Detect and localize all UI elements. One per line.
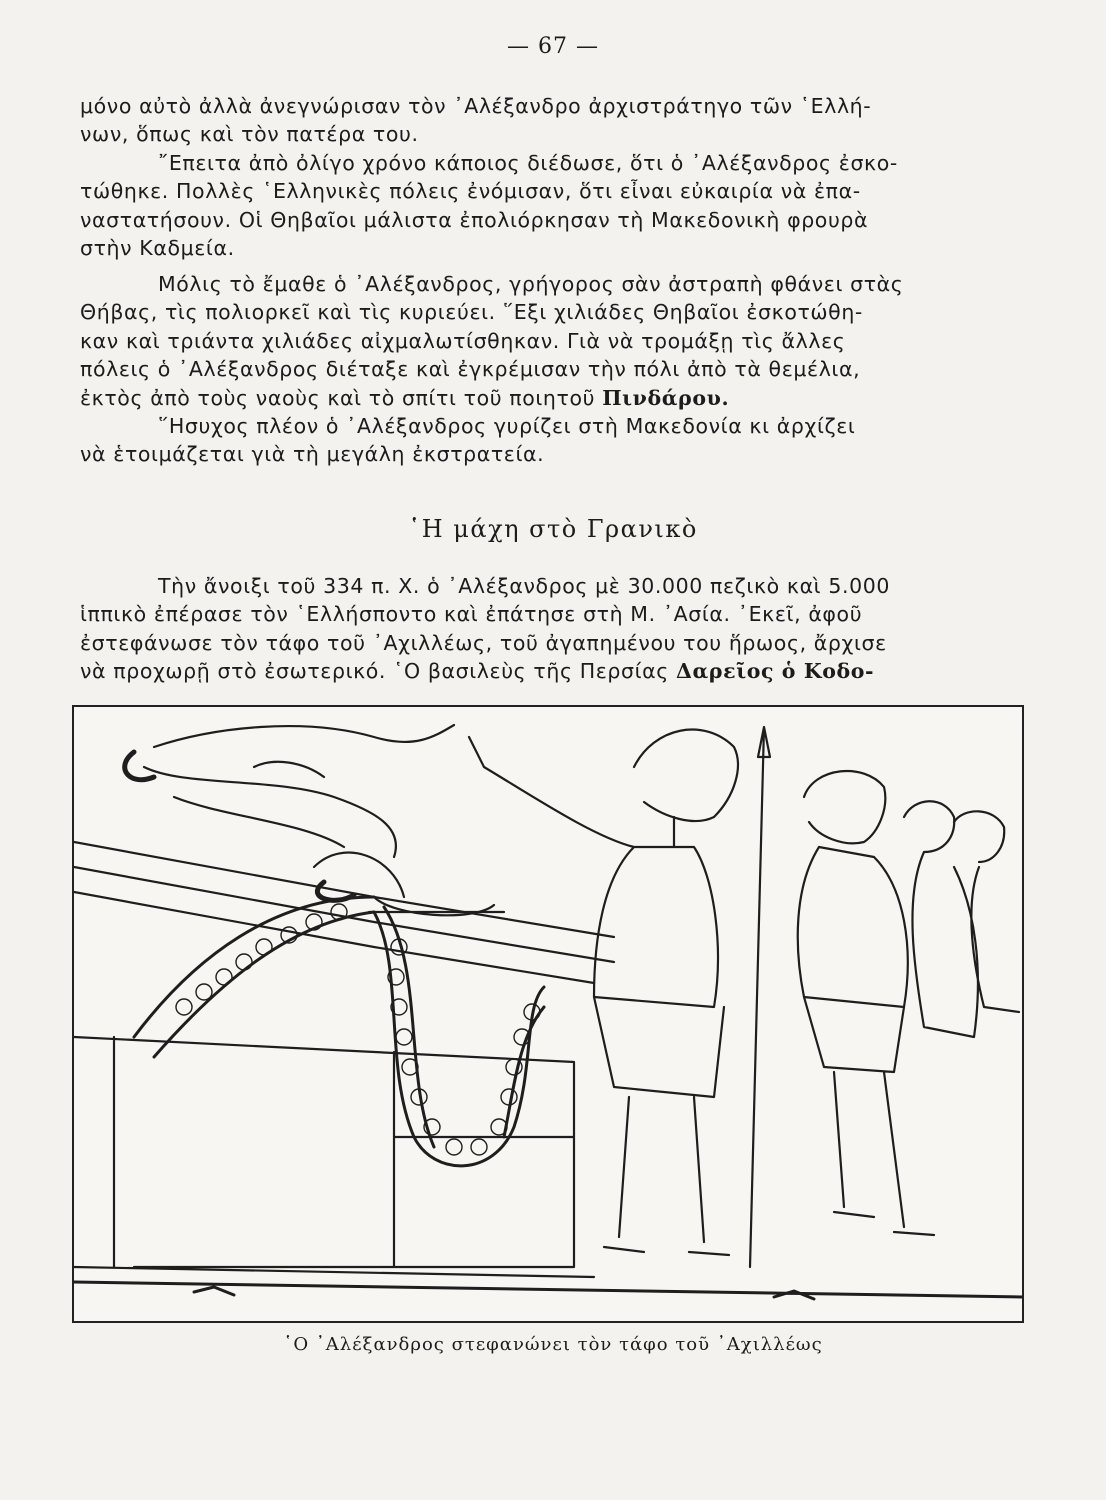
text-line: ἐστεφάνωσε τὸν τάφο τοῦ ᾿Αχιλλέως, τοῦ ἀγαπημένου του ἥρωος, ἄρχισε [80, 630, 887, 655]
altar-top [74, 842, 614, 983]
text-line: στὴν Καδμεία. [80, 236, 235, 261]
text-line: νων, ὅπως καὶ τὸν πατέρα του. [80, 122, 419, 147]
text-line: ναστατήσουν. Οἱ Θηβαῖοι μάλιστα ἐπολιόρκησαν τὴ Μακεδονικὴ φρουρὰ [80, 207, 869, 232]
text-line: Μόλις τὸ ἔμαθε ὁ ᾿Αλέξανδρος, γρήγορος σὰν ἀστραπὴ φθάνει στὰς [158, 272, 904, 296]
text-line: ῎Επειτα ἀπὸ ὀλίγο χρόνο κάποιος διέδωσε, ὅτι ὁ ᾿Αλέξανδρος ἐσκο- [158, 150, 898, 175]
illustration [72, 705, 1024, 1323]
text-fragment: νὰ προχωρῇ στὸ ἐσωτερικό. ῾Ο βασιλεὺς τῆς Περσίας [80, 659, 669, 684]
text-fragment: ἐκτὸς ἀπὸ τοὺς ναοὺς καὶ τὸ σπίτι τοῦ ποιητοῦ [80, 385, 596, 410]
spear [750, 727, 770, 1267]
text-line [80, 657, 1020, 685]
alexander-figure [469, 730, 738, 1255]
text-line: νὰ ἑτοιμάζεται γιὰ τὴ μεγάλη ἐκστρατεία. [80, 442, 545, 467]
paragraph-block-middle [80, 270, 1020, 469]
illustration-drawing [74, 707, 1022, 1321]
paragraph-block-granicus [80, 572, 1020, 686]
soldier-figure [798, 771, 934, 1235]
text-line: καν καὶ τριάντα χιλιάδες αἰχμαλωτίσθηκαν. Γιὰ νὰ τρομάξῃ τὶς ἄλλες [80, 328, 846, 353]
garland [134, 897, 544, 1166]
text-line: ῞Ησυχος πλέον ὁ ᾿Αλέξανδρος γυρίζει στὴ Μακεδονία κι ἀρχίζει [158, 414, 856, 439]
illustration-caption: ῾Ο ᾿Αλέξανδρος στεφανώνει τὸν τάφο τοῦ ᾿Αχιλλέως [283, 1334, 823, 1355]
pindar-name: Πινδάρου. [602, 385, 730, 410]
section-title: ῾Η μάχη στὸ Γρανικὸ [408, 515, 698, 543]
text-line: Θήβας, τὶς πολιορκεῖ καὶ τὶς κυριεύει. ῞Εξι χιλιάδες Θηβαῖοι ἐσκοτώθη- [80, 300, 863, 325]
page-number: — 67 — [507, 34, 599, 59]
paragraph-block-top [80, 92, 1020, 262]
smoke-plume [144, 725, 454, 897]
soldier-figure-back [904, 801, 1019, 1037]
text-line: Τὴν ἄνοιξι τοῦ 334 π. Χ. ὁ ᾿Αλέξανδρος μὲ 30.000 πεζικὸ καὶ 5.000 [158, 574, 891, 598]
text-line [80, 384, 1020, 412]
text-line: τώθηκε. Πολλὲς ῾Ελληνικὲς πόλεις ἐνόμισαν, ὅτι εἶναι εὐκαιρία νὰ ἐπα- [80, 179, 861, 204]
darius-name: Δαρεῖος ὁ Κοδο- [676, 659, 875, 684]
ground [74, 1282, 1022, 1299]
text-line: πόλεις ὁ ᾿Αλέξανδρος διέταξε καὶ ἐγκρέμισαν τὴν πόλι ἀπὸ τὰ θεμέλια, [80, 357, 861, 382]
text-line: μόνο αὐτὸ ἀλλὰ ἀνεγνώρισαν τὸν ᾿Αλέξανδρο ἀρχιστράτηγο τῶν ῾Ελλή- [80, 94, 872, 118]
text-line: ἱππικὸ ἐπέρασε τὸν ῾Ελλήσποντο καὶ ἐπάτησε στὴ Μ. ᾿Ασία. ᾿Εκεῖ, ἀφοῦ [80, 602, 863, 627]
